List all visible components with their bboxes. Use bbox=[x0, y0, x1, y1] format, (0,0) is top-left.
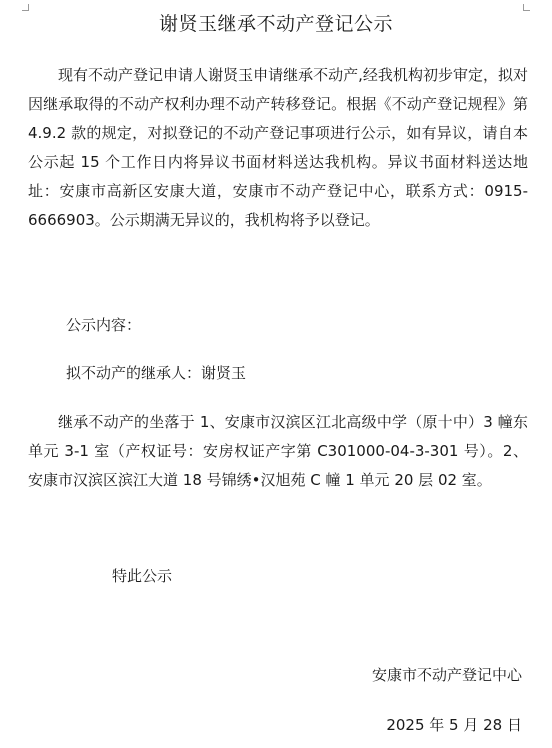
issuer-name: 安康市不动产登记中心 bbox=[371, 666, 522, 684]
issue-date: 2025 年 5 月 28 日 bbox=[386, 716, 522, 734]
content-heading: 公示内容： bbox=[66, 316, 142, 334]
heir-line: 拟不动产的继承人：谢贤玉 bbox=[66, 364, 247, 382]
notice-paragraph-main: 现有不动产登记申请人谢贤玉申请继承不动产,经我机构初步审定，拟对因继承取得的不动产权利办理不动产转移登记。根据《不动产登记规程》第 4.9.2 款的规定，对拟登记的不动产登记事项进行公示，如有异议，请自本公示起 15 个工作日内将异议书面材料送达我机构。异议书面材料送达地址：安康市高新区安康大道，安康市不动产登记中心，联系方式：0915-6666903。公示期满无异议的，我机构将予以登记。 bbox=[28, 66, 528, 229]
closing-statement: 特此公示 bbox=[112, 567, 173, 585]
property-location-paragraph: 继承不动产的坐落于 1、安康市汉滨区江北高级中学（原十中）3 幢东单元 3-1 室（产权证号：安房权证产字第 C301000-04-3-301 号）。2、安康市汉滨区滨江大道 18 号锦绣•汉旭苑 C 幢 1 单元 20 层 02 室。 bbox=[28, 413, 528, 489]
notice-title: 谢贤玉继承不动产登记公示 bbox=[158, 13, 393, 35]
